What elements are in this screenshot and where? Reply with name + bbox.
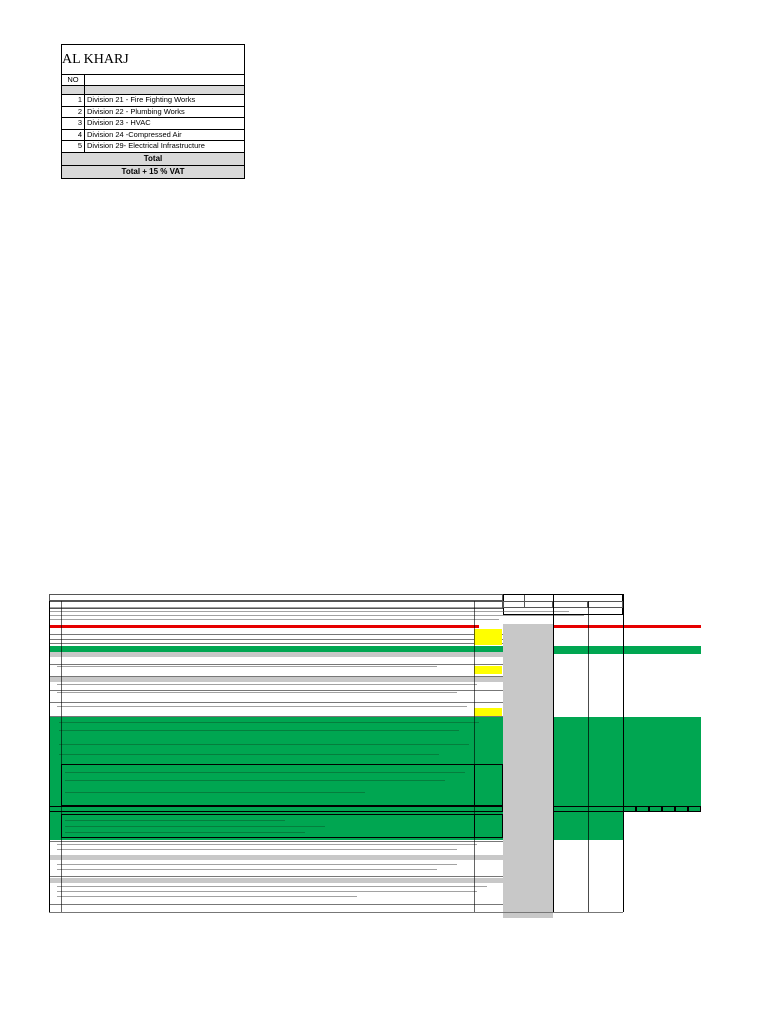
row-number: 2 — [62, 106, 85, 118]
gray-column — [503, 624, 553, 918]
sheet-header-box — [49, 594, 503, 601]
yellow-cells — [474, 629, 502, 645]
total-row — [62, 152, 245, 165]
total-vat-label: Total + 15 % VAT — [62, 165, 245, 178]
total-label: Total — [62, 152, 245, 165]
row-label: Division 24 -Compressed Air — [85, 129, 245, 141]
summary-header-row — [62, 75, 245, 86]
summary-row — [62, 141, 245, 153]
row-label: Division 22 - Plumbing Works — [85, 106, 245, 118]
summary-row — [62, 95, 245, 107]
summary-title-row — [62, 45, 245, 75]
row-number: 3 — [62, 118, 85, 130]
summary-blank-row — [62, 86, 245, 95]
red-rule — [49, 625, 479, 628]
summary-title: AL KHARJ — [62, 45, 245, 75]
no-header: NO — [62, 75, 85, 86]
green-block-outline — [61, 764, 503, 806]
summary-row — [62, 106, 245, 118]
summary-row — [62, 129, 245, 141]
description-header — [85, 75, 245, 86]
row-label: Division 21 - Fire Fighting Works — [85, 95, 245, 107]
row-number: 4 — [62, 129, 85, 141]
row-number: 1 — [62, 95, 85, 107]
boq-sheet-thumbnail — [49, 594, 701, 918]
row-label: Division 29- Electrical Infrastructure — [85, 141, 245, 153]
row-label: Division 23 - HVAC — [85, 118, 245, 130]
total-vat-row — [62, 165, 245, 178]
row-number: 5 — [62, 141, 85, 153]
summary-table — [61, 44, 245, 179]
summary-row — [62, 118, 245, 130]
